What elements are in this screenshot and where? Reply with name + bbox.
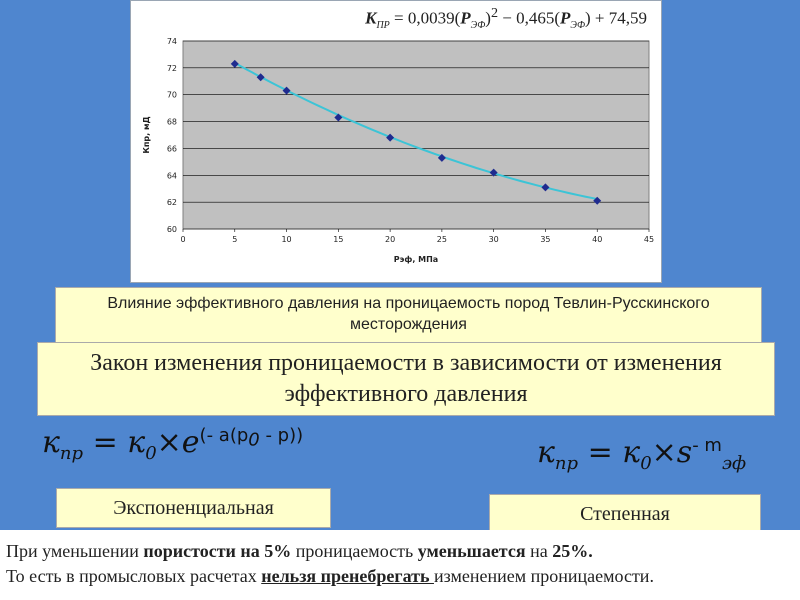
x-tick-label: 35 [540,235,551,244]
x-tick-label: 0 [180,235,186,244]
y-tick-label: 64 [166,171,177,181]
y-tick-label: 70 [166,90,177,100]
x-tick-label: 20 [385,235,396,244]
y-tick-label: 66 [166,144,177,154]
exponential-label: Экспоненциальная [56,488,331,528]
x-tick-label: 5 [232,235,238,244]
plot-area [183,41,649,229]
power-equation: $к_{пр} = к_0\times s^{- m}_{эф}$ [537,435,747,474]
y-tick-label: 74 [166,37,177,46]
chart-svg [131,1,663,284]
exponential-equation: $к_{пр} = к_0\times e^{(- a(p_0 - p))}$ [42,425,304,464]
x-axis-label: Рэф, МПа [393,255,439,264]
y-tick-label: 62 [166,198,177,208]
x-tick-label: 25 [436,235,447,244]
y-tick-label: 72 [166,63,177,73]
x-tick-label: 40 [592,235,603,244]
x-tick-label: 15 [333,235,344,244]
x-tick-label: 45 [643,235,655,244]
x-tick-label: 10 [281,235,292,244]
conclusion-line-2: То есть в промысловых расчетах нельзя пренебрегать изменением проницаемости. [6,566,654,586]
conclusion-box [0,530,800,600]
law-title: Закон изменения проницаемости в зависимости от изменения эффективного давления [37,342,775,416]
y-tick-label: 68 [166,117,177,127]
power-label: Степенная [489,494,761,534]
chart-caption: Влияние эффективного давления на проницаемость пород Тевлин-Русскинского месторождения [55,287,762,343]
y-axis-label: Кпр, мД [142,116,151,154]
chart-card [130,0,662,283]
conclusion-line-1: При уменьшении пористости на 5% проницаемость уменьшается на 25%. [6,541,593,561]
x-tick-label: 30 [488,235,499,244]
trendline-formula: $K_{ПР} = 0,0039(P_{ЭФ})^2 - 0,465(P_{ЭФ}) + 74,59$ [365,5,647,32]
y-tick-label: 60 [166,225,177,234]
